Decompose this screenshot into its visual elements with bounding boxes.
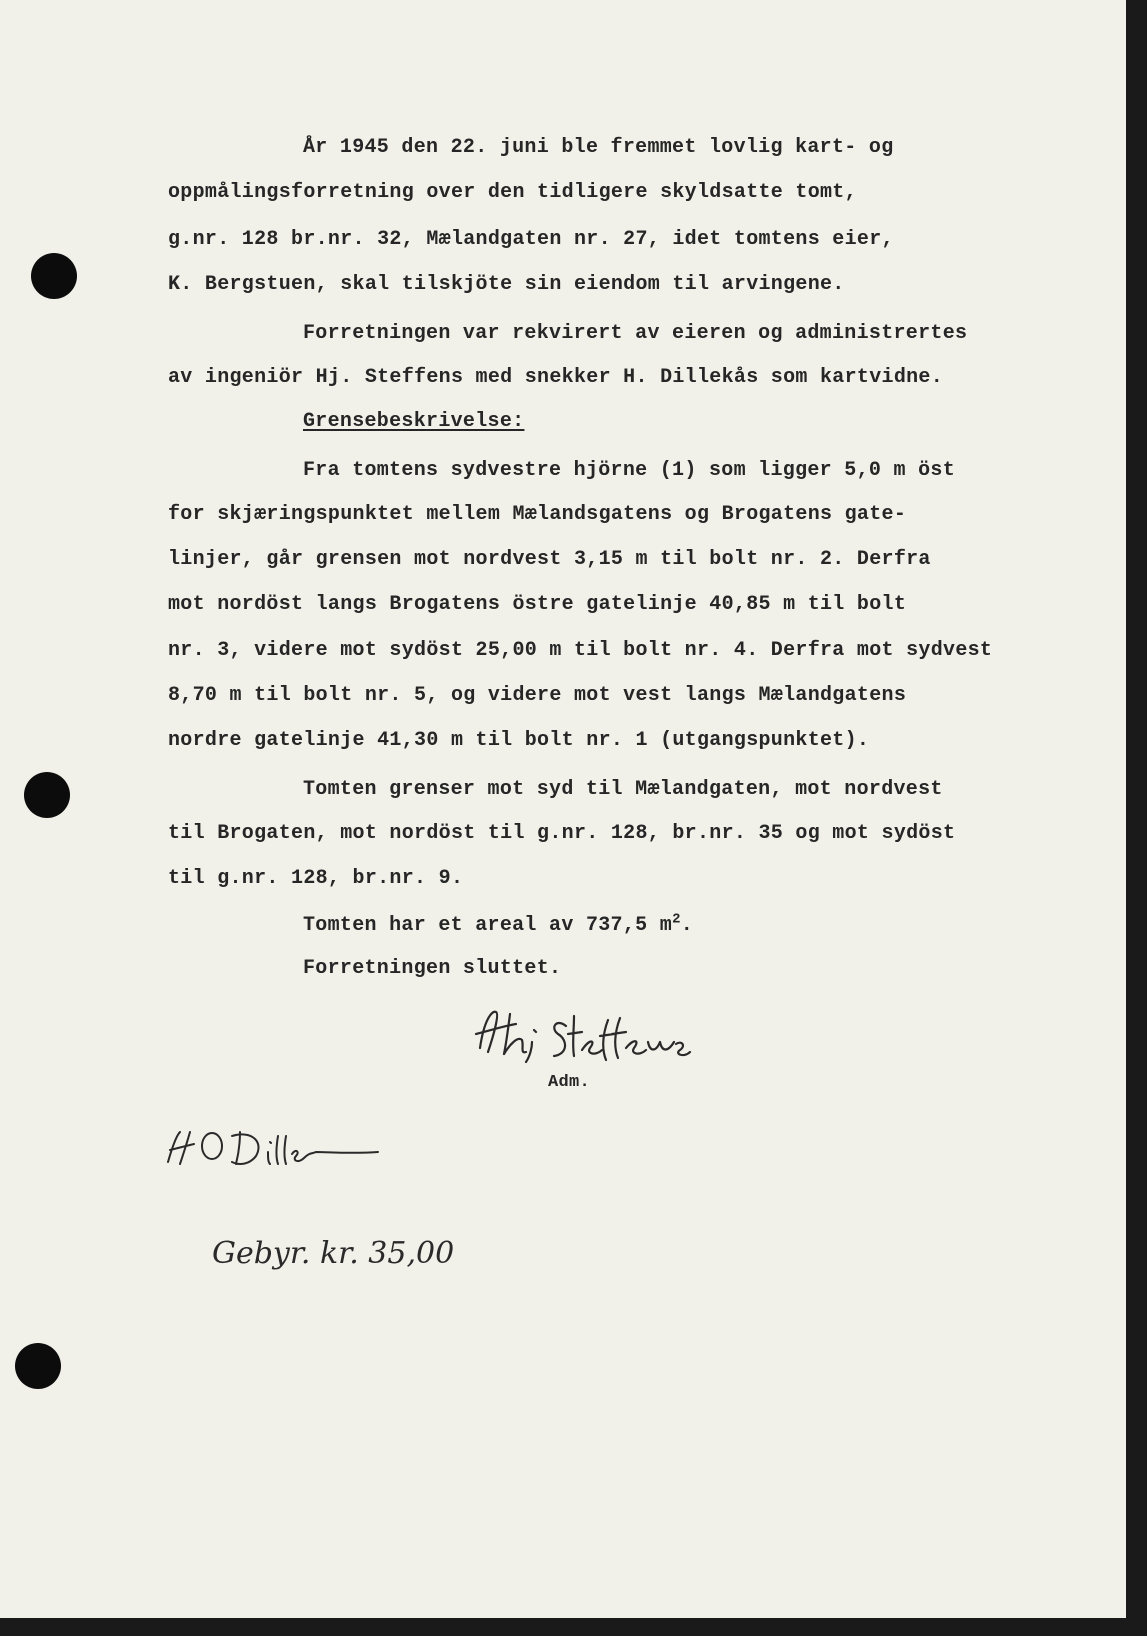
signature-adm-title: Adm. [548,1073,591,1092]
paragraph-4-line-1: Tomten grenser mot syd til Mælandgaten, mot nordvest [303,778,943,801]
heading-grensebeskrivelse: Grensebeskrivelse: [303,410,525,433]
punch-hole-bottom [15,1343,61,1389]
area-superscript: 2 [672,911,681,928]
signature-witness [160,1122,400,1182]
paragraph-2-line-1: Forretningen var rekvirert av eieren og administrertes [303,322,968,345]
scan-border-bottom [0,1618,1147,1636]
punch-hole-top [31,253,77,299]
fee-note: Gebyr. kr. 35,00 [212,1236,455,1271]
paragraph-3-line-4: mot nordöst langs Brogatens östre gatelinje 40,85 m til bolt [168,593,907,616]
paragraph-3-line-7: nordre gatelinje 41,30 m til bolt nr. 1 (utgangspunktet). [168,729,870,752]
paragraph-1-line-1: År 1945 den 22. juni ble fremmet lovlig kart- og [303,136,894,159]
area-end: . [680,914,694,937]
paragraph-3-line-2: for skjæringspunktet mellem Mælandsgatens og Brogatens gate- [168,503,907,526]
signature-adm [470,1000,710,1070]
area-line [303,911,694,938]
scan-border-right [1126,0,1147,1636]
paragraph-3-line-3: linjer, går grensen mot nordvest 3,15 m til bolt nr. 2. Derfra [168,548,931,571]
paragraph-3-line-5: nr. 3, videre mot sydöst 25,00 m til bolt nr. 4. Derfra mot sydvest [168,639,993,662]
area-text: Tomten har et areal av 737,5 m [303,914,673,937]
paragraph-1-line-3: g.nr. 128 br.nr. 32, Mælandgaten nr. 27, idet tomtens eier, [168,228,894,251]
paragraph-1-line-2: oppmålingsforretning over den tidligere skyldsatte tomt, [168,181,857,204]
paragraph-3-line-6: 8,70 m til bolt nr. 5, og videre mot vest langs Mælandgatens [168,684,907,707]
paragraph-2-line-2: av ingeniör Hj. Steffens med snekker H. Dillekås som kartvidne. [168,366,944,389]
paragraph-4-line-3: til g.nr. 128, br.nr. 9. [168,867,464,890]
paragraph-4-line-2: til Brogaten, mot nordöst til g.nr. 128, br.nr. 35 og mot sydöst [168,822,956,845]
closing-line: Forretningen sluttet. [303,957,562,980]
paragraph-1-line-4: K. Bergstuen, skal tilskjöte sin eiendom til arvingene. [168,273,845,296]
paragraph-3-line-1: Fra tomtens sydvestre hjörne (1) som ligger 5,0 m öst [303,459,956,482]
punch-hole-middle [24,772,70,818]
